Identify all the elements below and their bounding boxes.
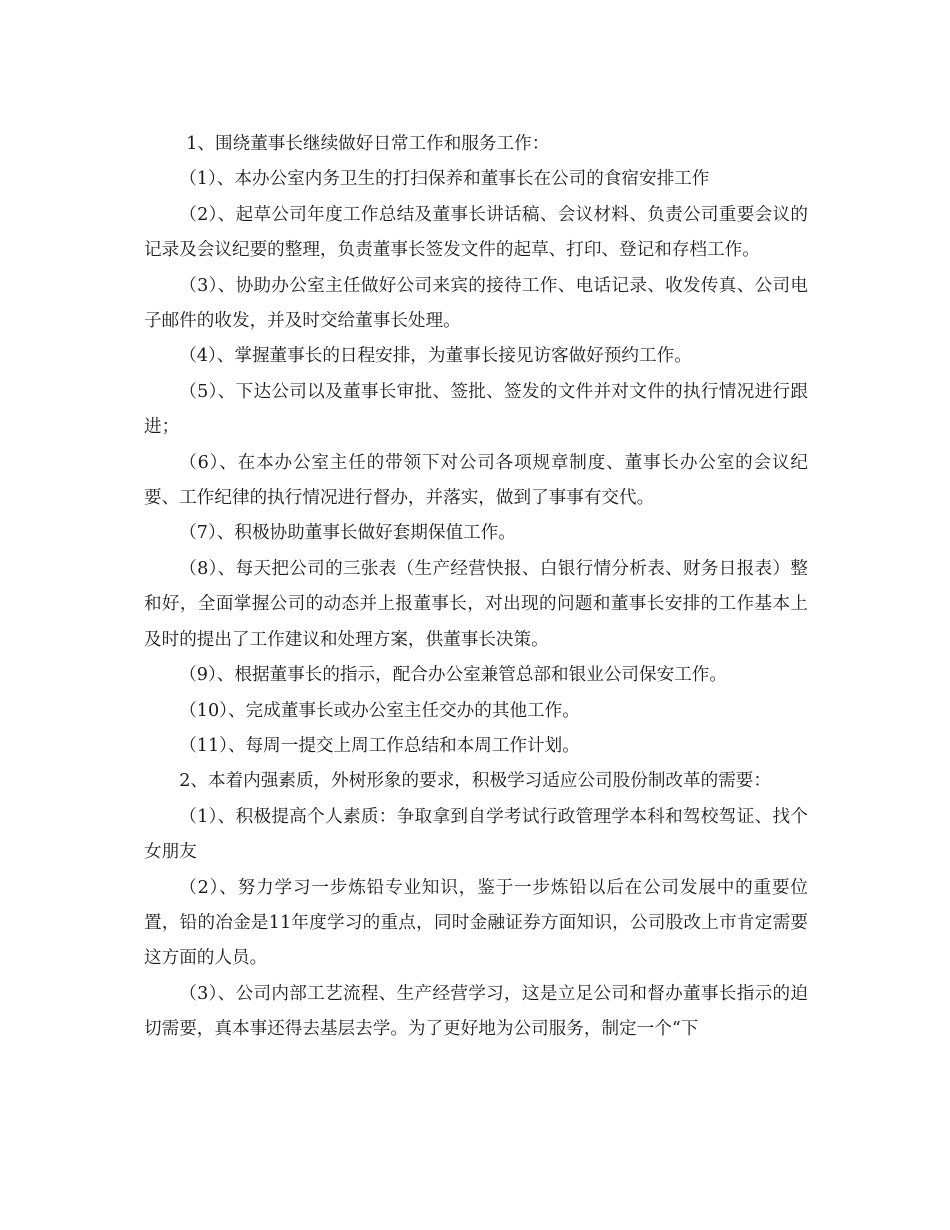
list-item: （8）、每天把公司的三张表（生产经营快报、白银行情分析表、财务日报表）整和好，全面掌握公司的动态并上报董事长，对出现的问题和董事长安排的工作基本上及时的提出了工作建议和处理方案，供董事长决策。 xyxy=(144,558,808,650)
list-item: （1）、积极提高个人素质：争取拿到自学考试行政管理学本科和驾校驾证、找个女朋友 xyxy=(144,806,808,863)
list-item: （2）、努力学习一步炼铅专业知识，鉴于一步炼铅以后在公司发展中的重要位置，铅的冶金是11年度学习的重点，同时金融证券方面知识，公司股改上市肯定需要这方面的人员。 xyxy=(144,877,808,969)
list-item: （6）、在本办公室主任的带领下对公司各项规章制度、董事长办公室的会议纪要、工作纪律的执行情况进行督办，并落实，做到了事事有交代。 xyxy=(144,452,808,509)
list-item: （3）、公司内部工艺流程、生产经营学习，这是立足公司和督办董事长指示的迫切需要，真本事还得去基层去学。为了更好地为公司服务，制定一个“下 xyxy=(144,983,808,1040)
list-item: （5）、下达公司以及董事长审批、签批、签发的文件并对文件的执行情况进行跟进； xyxy=(144,381,808,438)
list-item: （10）、完成董事长或办公室主任交办的其他工作。 xyxy=(179,700,580,721)
list-item: （9）、根据董事长的指示，配合办公室兼管总部和银业公司保安工作。 xyxy=(179,665,727,686)
list-item: （1）、本办公室内务卫生的打扫保养和董事长在公司的食宿安排工作 xyxy=(179,169,710,190)
list-item: （4）、掌握董事长的日程安排，为董事长接见访客做好预约工作。 xyxy=(179,346,692,367)
document-body xyxy=(144,127,808,1048)
list-item: （3）、协助办公室主任做好公司来宾的接待工作、电话记录、收发传真、公司电子邮件的收发，并及时交给董事长处理。 xyxy=(144,275,808,332)
list-item: （11）、每周一提交上周工作总结和本周工作计划。 xyxy=(179,735,580,756)
list-item: （2）、起草公司年度工作总结及董事长讲话稿、会议材料、负责公司重要会议的记录及会议纪要的整理，负责董事长签发文件的起草、打印、登记和存档工作。 xyxy=(144,204,808,261)
section-heading-1: 1、围绕董事长继续做好日常工作和服务工作： xyxy=(186,134,550,154)
list-item: （7）、积极协助董事长做好套期保值工作。 xyxy=(179,523,516,544)
section-heading-2: 2、本着内强素质，外树形象的要求，积极学习适应公司股份制改革的需要： xyxy=(179,771,771,792)
